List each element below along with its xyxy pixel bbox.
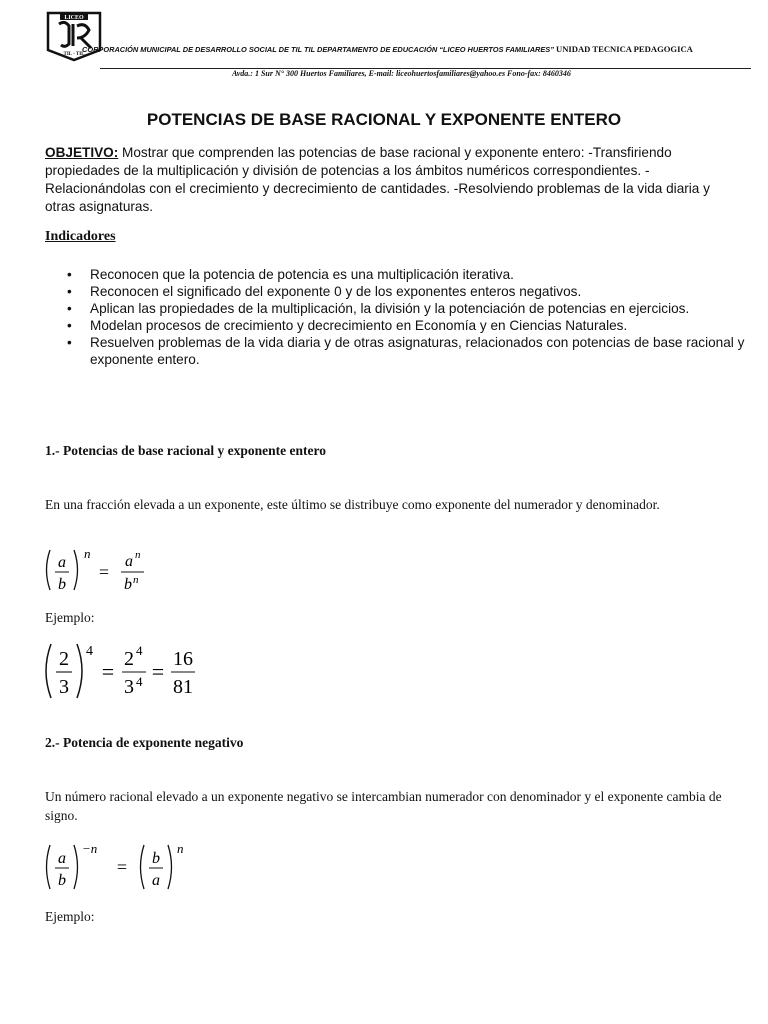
section2-text: Un número racional elevado a un exponente negativo se intercambian numerador con denominador y el exponente cambia de signo. <box>45 789 722 823</box>
svg-text:=: = <box>116 857 128 877</box>
indicators-list <box>45 266 745 368</box>
svg-text:TIL - TIL: TIL - TIL <box>63 52 85 57</box>
svg-text:a: a <box>58 554 66 571</box>
objective-text: Mostrar que comprenden las potencias de base racional y exponente entero: -Transfiriendo propiedades de la multiplicación y división de potencias a los ámbitos numéricos correspondientes. -Relacionándolas con el crecimiento y decrecimiento de cantidades. -Resolviendo problemas de la vida diaria y otras asignaturas. <box>45 145 710 214</box>
svg-text:n: n <box>135 549 141 561</box>
svg-text:a: a <box>125 553 133 570</box>
svg-text:=: = <box>101 659 115 684</box>
svg-text:4: 4 <box>136 674 143 689</box>
svg-text:4: 4 <box>86 644 93 659</box>
svg-text:3: 3 <box>124 676 134 698</box>
svg-text:n: n <box>133 574 139 586</box>
header-org-line <box>82 44 693 54</box>
svg-text:2: 2 <box>59 648 69 670</box>
header-unit: UNIDAD TECNICA PEDAGOGICA <box>556 44 693 54</box>
objective-label: OBJETIVO: <box>45 145 119 160</box>
svg-text:81: 81 <box>173 676 193 698</box>
header-address: Avda.: 1 Sur N° 300 Huertos Familiares, E-mail: liceohuertosfamiliares@yahoo.es Fono-fax: 8460346 <box>232 69 571 78</box>
list-item: • Aplican las propiedades de la multiplicación, la división y la potenciación de potencias en ejercicios. <box>45 300 745 317</box>
school-logo <box>45 10 103 62</box>
section2-heading: 2.- Potencia de exponente negativo <box>45 735 244 750</box>
svg-text:−n: −n <box>82 841 98 856</box>
section1-heading: 1.- Potencias de base racional y exponente entero <box>45 443 326 458</box>
page-title: POTENCIAS DE BASE RACIONAL Y EXPONENTE ENTERO <box>146 110 622 129</box>
section2-example-label: Ejemplo: <box>45 909 95 924</box>
objective-paragraph <box>45 144 735 216</box>
list-item: • Modelan procesos de crecimiento y decrecimiento en Economía y en Ciencias Naturales. <box>45 317 745 334</box>
formula-fraction-power <box>40 540 180 600</box>
section1-text: En una fracción elevada a un exponente, este último se distribuye como exponente del numerador y denominador. <box>45 497 660 512</box>
svg-text:=: = <box>151 659 165 684</box>
svg-text:b: b <box>124 576 132 593</box>
formula-negative-exponent <box>40 835 200 897</box>
svg-text:a: a <box>58 850 66 867</box>
svg-text:LICEO: LICEO <box>64 15 84 21</box>
indicators-heading: Indicadores <box>45 229 116 244</box>
svg-text:4: 4 <box>136 643 143 658</box>
svg-text:b: b <box>58 576 66 593</box>
list-item: • Reconocen que la potencia de potencia es una multiplicación iterativa. <box>45 266 745 283</box>
svg-text:b: b <box>58 872 66 889</box>
svg-text:16: 16 <box>173 648 193 670</box>
svg-text:2: 2 <box>124 648 134 670</box>
svg-text:=: = <box>98 562 110 582</box>
svg-text:b: b <box>152 850 160 867</box>
header-organization: CORPORACIÓN MUNICIPAL DE DESARROLLO SOCIAL DE TIL TIL DEPARTAMENTO DE EDUCACIÓN “LICEO HUERTOS FAMILIARES” <box>82 45 554 54</box>
section1-example-label: Ejemplo: <box>45 610 95 625</box>
svg-text:3: 3 <box>59 676 69 698</box>
svg-text:n: n <box>177 841 184 856</box>
example-fraction-power <box>40 636 210 706</box>
list-item: • Resuelven problemas de la vida diaria y de otras asignaturas, relacionados con potencias de base racional y exponente entero. <box>45 334 745 368</box>
svg-text:n: n <box>84 546 91 561</box>
list-item: • Reconocen el significado del exponente 0 y de los exponentes enteros negativos. <box>45 283 745 300</box>
svg-text:a: a <box>152 872 160 889</box>
